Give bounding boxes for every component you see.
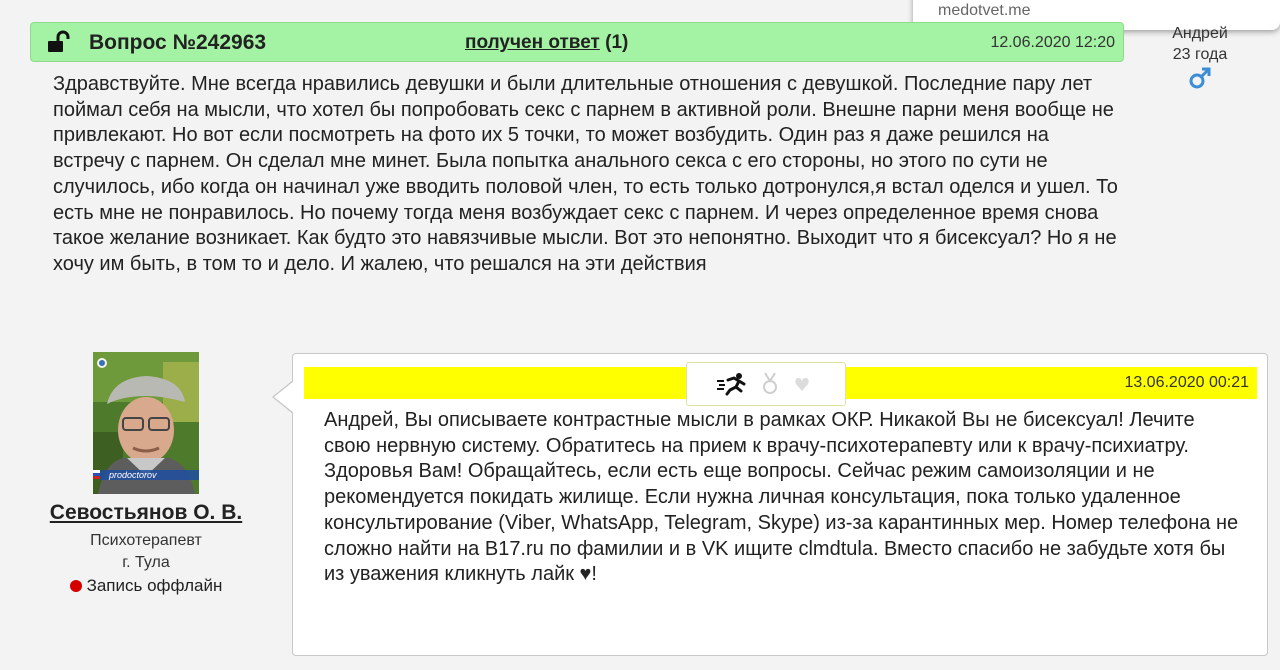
- answer-count: (1): [605, 32, 629, 53]
- medal-icon[interactable]: [762, 372, 778, 396]
- question-date: 12.06.2020 12:20: [990, 34, 1115, 51]
- lock-open-icon: [46, 31, 70, 53]
- answer-text: [324, 408, 1244, 588]
- answer-paragraph: Здоровья Вам! Обращайтесь, если есть еще вопросы. Сейчас режим самоизоляции и не рекомендуется покидать жилище. Если нужна личная консультация, пока только удаленное консультирование (Viber, WhatsApp, Telegram, Skype) из-за карантинных мер. Номер телефона не сложно найти на B17.ru по фамилии и в VK ищите clmdtula. Вместо спасибо не забудьте хотя бы из уважения кликнуть лайк ♥!: [324, 460, 1239, 586]
- doctor-city: г. Тула: [122, 554, 170, 571]
- question-title: Вопрос №242963: [89, 31, 267, 54]
- question-header: [30, 22, 1124, 62]
- question-status: [465, 32, 628, 54]
- heart-icon[interactable]: [794, 372, 810, 396]
- doctor-photo: [93, 352, 199, 494]
- site-url: medotvet.me: [938, 2, 1031, 19]
- answer-actions: [686, 362, 846, 406]
- doctor-role: Психотерапевт: [90, 532, 202, 549]
- question-text: Здравствуйте. Мне всегда нравились девушки и были длительные отношения с девушкой. Последние пару лет поймал себя на мысли, что хотел бы попробовать секс с парнем в активной роли. Внешне парни меня вообще не привлекают. Но вот если посмотреть на фото их 5 точки, то может возбудить. Один раз я даже решился на встречу с парнем. Он сделал мне минет. Была попытка анального секса с его стороны, но этого по сути не случилось, ибо когда он начинал уже вводить половой член, то есть только дотронулся,я встал оделся и ушел. То есть мне не понравилось. Но почему тогда меня возбуждает секс с парнем. И через определенное время снова такое желание возникает. Как будто это навязчивые мысли. Вот это непонятно. Выходит что я бисексуал? Но я не хочу им быть, в том то и дело. И жалею, что решался на эти действия: [53, 73, 1118, 275]
- author-name: Андрей: [1172, 25, 1228, 42]
- male-symbol-icon: [1188, 66, 1212, 90]
- author-age: 23 года: [1172, 46, 1228, 63]
- answer-date: 13.06.2020 00:21: [1124, 374, 1249, 391]
- answer-paragraph: Андрей, Вы описываете контрастные мысли в рамках ОКР. Никакой Вы не бисексуал! Лечите свою нервную систему. Обратитесь на прием к врачу-психотерапевту или к врачу-психиатру.: [324, 409, 1195, 457]
- doctor-avatar[interactable]: [93, 352, 199, 494]
- answer-received-link[interactable]: получен ответ: [465, 32, 600, 53]
- doctor-status: [35, 576, 257, 596]
- running-man-icon[interactable]: [717, 372, 747, 396]
- offline-status-dot: [70, 580, 82, 592]
- doctor-status-label: Запись оффлайн: [86, 576, 223, 595]
- doctor-name[interactable]: Севостьянов О. В.: [49, 501, 243, 524]
- answer-pointer-fill: [274, 381, 294, 413]
- svg-text:prodoctorov: prodoctorov: [109, 470, 157, 480]
